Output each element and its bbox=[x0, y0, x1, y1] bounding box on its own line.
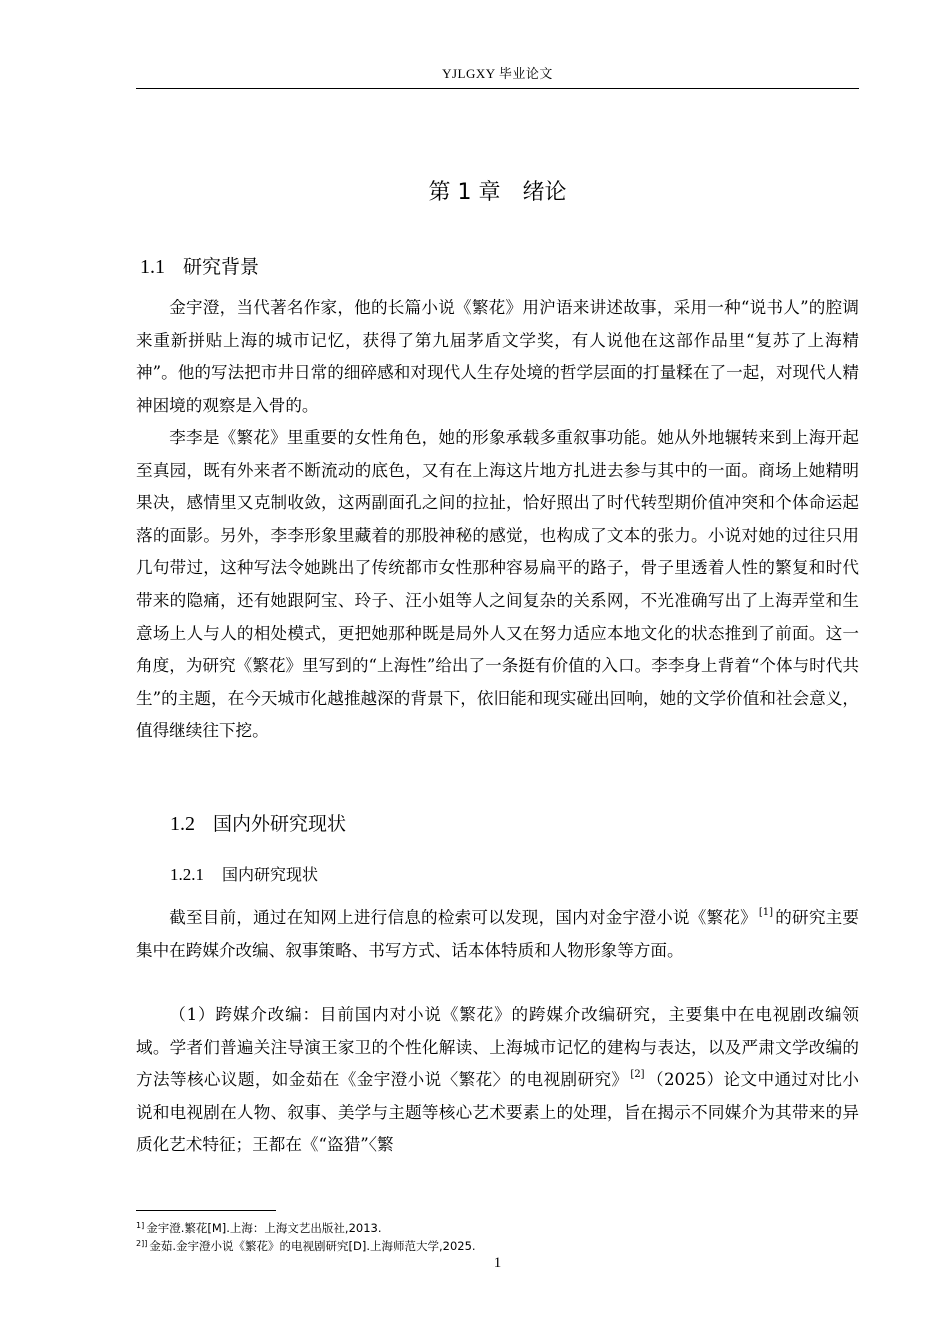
section-heading-1-2 bbox=[170, 809, 346, 839]
paragraph: 金宇澄，当代著名作家，他的长篇小说《繁花》用沪语来讲述故事，采用一种“说书人”的腔调来重新拼贴上海的城市记忆，获得了第九届茅盾文学奖，有人说他在这部作品里“复苏了上海精神”。他的写法把市井日常的细碎感和对现代人生存处境的哲学层面的打量糅在了一起，对现代人精神困境的观察是入骨的。 bbox=[136, 298, 859, 415]
footnote bbox=[136, 1236, 859, 1254]
footnote-mark: 2]] bbox=[136, 1239, 148, 1248]
paragraph-text: （2025）论文中通过对比小说和电视剧在人物、叙事、美学与主题等核心艺术要素上的处理，旨在揭示不同媒介为其带来的异质化艺术特征；王都在《“盗猎”〈繁 bbox=[136, 1070, 860, 1155]
subsection-heading-1-2-1 bbox=[170, 861, 318, 889]
paragraph: 李李是《繁花》里重要的女性角色，她的形象承载多重叙事功能。她从外地辗转来到上海开起至真园，既有外来者不断流动的底色，又有在上海这片地方扎进去参与其中的一面。商场上她精明果决，感情里又克制收敛，这两副面孔之间的拉扯，恰好照出了时代转型期价值冲突和个体命运起落的面影。另外，李李形象里藏着的那股神秘的感觉，也构成了文本的张力。小说对她的过往只用几句带过，这种写法令她跳出了传统都市女性那种容易扁平的路子，骨子里透着人性的繁复和时代带来的隐痛，还有她跟阿宝、玲子、汪小姐等人之间复杂的关系网，不光准确写出了上海弄堂和生意场上人与人的相处模式，更把她那种既是局外人又在努力适应本地文化的状态推到了前面。这一角度，为研究《繁花》里写到的“上海性”给出了一条挺有价值的入口。李李身上背着“个体与时代共生”的主题，在今天城市化越推越深的背景下，依旧能和现实碰出回响，她的文学价值和社会意义，值得继续往下挖。 bbox=[136, 428, 859, 741]
section-title: 研究背景 bbox=[183, 256, 260, 278]
paragraph-text: （1）跨媒介改编：目前国内对小说《繁花》的跨媒介改编研究，主要集中在电视剧改编领域。学者们普遍关注导演王家卫的个性化解读、上海城市记忆的建构与表达，以及严肃文学改编的方法等核心议题，如金茹在《金宇澄小说〈繁花〉的电视剧研究》 bbox=[136, 1005, 859, 1090]
footnote-mark: 1] bbox=[136, 1221, 145, 1230]
section-heading-1-1 bbox=[140, 252, 259, 282]
citation-link[interactable]: [2] bbox=[630, 1069, 645, 1081]
paragraph bbox=[136, 902, 859, 967]
footnote-separator bbox=[136, 1210, 276, 1211]
paragraph-text: 的研究主要集中在跨媒介改编、叙事策略、书写方式、话本体特质和人物形象等方面。 bbox=[136, 908, 860, 960]
footnote-text: 金茹.金宇澄小说《繁花》的电视剧研究[D].上海师范大学,2025. bbox=[149, 1239, 476, 1253]
page-header: YJLGXY 毕业论文 bbox=[442, 66, 553, 81]
paragraph-text: 截至目前，通过在知网上进行信息的检索可以发现，国内对金宇澄小说《繁花》 bbox=[169, 908, 757, 927]
header-rule bbox=[136, 88, 859, 89]
section-number: 1.1 bbox=[140, 256, 165, 278]
subsection-title: 国内研究现状 bbox=[222, 865, 319, 884]
footnote bbox=[136, 1218, 859, 1236]
section-number: 1.2 bbox=[170, 813, 195, 835]
chapter-title: 第 1 章 绪论 bbox=[428, 180, 567, 205]
section-title: 国内外研究现状 bbox=[213, 813, 347, 835]
paragraph bbox=[136, 999, 859, 1162]
citation-link[interactable]: [1] bbox=[758, 907, 774, 918]
subsection-number: 1.2.1 bbox=[170, 865, 204, 884]
page-number: 1 bbox=[493, 1255, 502, 1271]
footnote-text: 金宇澄.繁花[M].上海：上海文艺出版社,2013. bbox=[146, 1221, 382, 1235]
